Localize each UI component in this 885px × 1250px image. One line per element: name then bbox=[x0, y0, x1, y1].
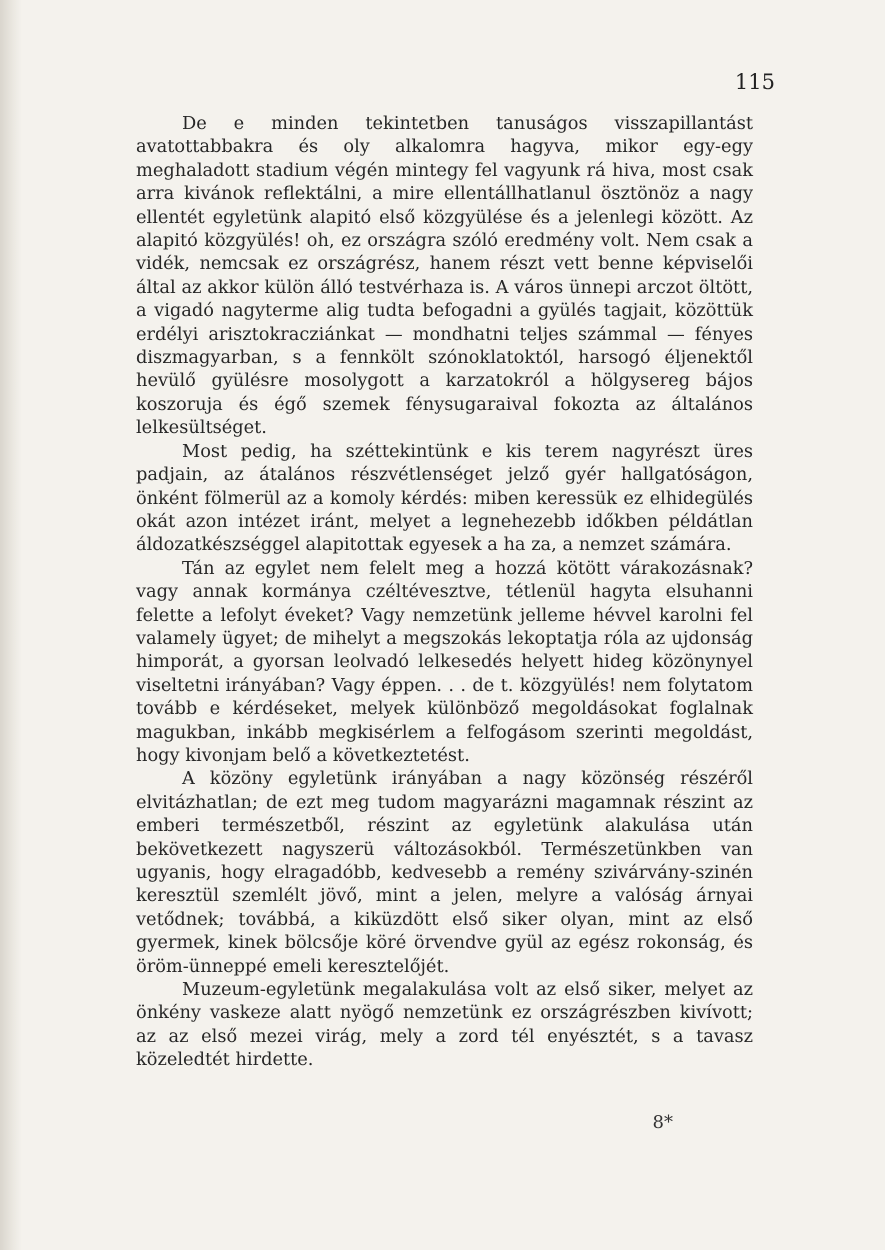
binding-shadow bbox=[0, 0, 22, 1250]
paragraph-4: A közöny egyletünk irányában a nagy közönség részéről elvitázhatlan; de ezt meg tudom magyarázni magamnak részint az emberi természetből, részint az egyletünk alakulása után bekövetkezett nagyszerü változásokból. Természetünkben van ugyanis, hogy elragadóbb, kedvesebb a remény szivárvány-szinén keresztül szemlélt jövő, mint a jelen, melyre a valóság árnyai vetődnek; továbbá, a kiküzdött első siker olyan, mint az első gyermek, kinek bölcsője köré örvendve gyül az egész rokonság, és öröm-ünneppé emeli keresztelőjét. bbox=[136, 768, 753, 977]
signature-mark: 8* bbox=[652, 1112, 673, 1133]
paragraph-1: De e minden tekintetben tanuságos visszapillantást avatottabbakra és oly alkalomra hagyva, mikor egy-egy meghaladott stadium végén mintegy fel vagyunk rá hiva, most csak arra kivánok reflektálni, a mire ellentállhatlanul ösztönöz a nagy ellentét egyletünk alapitó első közgyülése és a jelenlegi között. Az alapitó közgyülés! oh, ez országra szóló eredmény volt. Nem csak a vidék, nemcsak ez országrész, hanem részt vett benne képviselői által az akkor külön álló testvérhaza is. A város ünnepi arczot öltött, a vigadó nagyterme alig tudta befogadni a gyülés tagjait, közöttük erdélyi arisztokracziánkat — mondhatni teljes számmal — fényes diszmagyarban, s a fennkölt szónoklatoktól, harsogó éljenektől hevülő gyülésre mosolygott a karzatokról a hölgysereg bájos koszoruja és égő szemek fénysugaraival fokozta az általános lelkesültséget. bbox=[136, 113, 753, 439]
paragraph-5: Muzeum-egyletünk megalakulása volt az első siker, melyet az önkény vaskeze alatt nyögő nemzetünk ez országrészben kivívott; az az első mezei virág, mely a zord tél enyésztét, s a tavasz közeledtét hirdette. bbox=[136, 979, 753, 1071]
paragraph-2: Most pedig, ha széttekintünk e kis terem nagyrészt üres padjain, az átalános részvétlenséget jelző gyér hallgatóságon, önként fölmerül az a komoly kérdés: miben keressük ez elhidegülés okát azon intézet iránt, melyet a legnehezebb időkben példátlan áldozatkészséggel alapitottak egyesek a ha za, a nemzet számára. bbox=[136, 440, 753, 556]
body-text bbox=[136, 112, 753, 1072]
paragraph-3: Tán az egylet nem felelt meg a hozzá kötött várakozásnak? vagy annak kormánya czéltévesztve, tétlenül hagyta elsuhanni felette a lefolyt éveket? Vagy nemzetünk jelleme hévvel karolni fel valamely ügyet; de mihelyt a megszokás lekoptatja róla az ujdonság himporát, a gyorsan leolvadó lelkesedés helyett hideg közönynyel viseltetni irányában? Vagy éppen. . . de t. közgyülés! nem folytatom tovább e kérdéseket, melyek különböző megoldásokat foglalnak magukban, inkább megkisérlem a felfogásom szerinti megoldást, hogy kivonjam belő a következtetést. bbox=[136, 557, 753, 766]
page-number: 115 bbox=[734, 70, 775, 94]
